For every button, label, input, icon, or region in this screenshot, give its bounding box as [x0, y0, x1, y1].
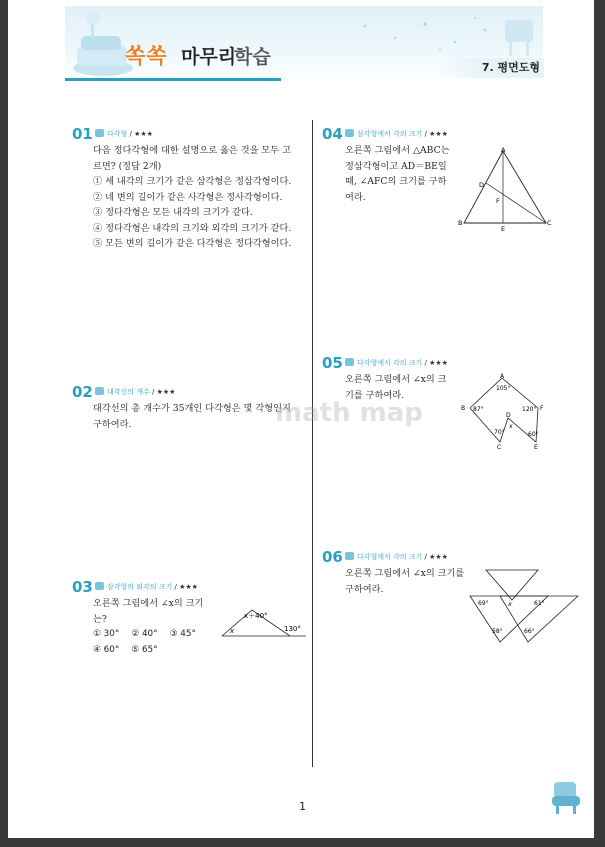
- text-line: 는?: [93, 613, 107, 625]
- question-tag: 다각형에서 각의 크기 / ★★★: [345, 552, 448, 562]
- text-line: 대각선의 총 개수가 35개인 다각형은 몇 각형인지: [93, 403, 291, 414]
- angle-label: 61°: [534, 600, 545, 607]
- text-line: 때, ∠AFC의 크기를 구하: [345, 176, 447, 187]
- header-title-tail: 학습: [234, 46, 271, 68]
- text-line: 여라.: [345, 191, 366, 203]
- choice: ③ 정다각형은 모든 내각의 크기가 같다.: [93, 207, 253, 218]
- angle-label: 130°: [284, 625, 301, 633]
- choice: ④ 정다각형은 내각의 크기와 외각의 크기가 같다.: [93, 222, 292, 234]
- question-tag: 삼각형에서 각의 크기 / ★★★: [345, 129, 448, 139]
- difficulty-stars: ★★★: [179, 583, 198, 591]
- text-line: 기를 구하여라.: [345, 389, 405, 401]
- angle-label: 120°: [522, 406, 537, 413]
- text-line: 르면? (정답 2개): [93, 160, 162, 172]
- watermark: math map: [275, 398, 423, 428]
- choice: ② 40°: [131, 629, 158, 639]
- angle-label: x＋40°: [244, 612, 268, 620]
- difficulty-stars: ★★★: [156, 388, 176, 396]
- tag-icon: [95, 582, 104, 590]
- q6-figure: [468, 568, 580, 648]
- point-label: B: [461, 405, 466, 412]
- choices: [93, 627, 233, 658]
- angle-label: x: [508, 600, 512, 608]
- choice: ⑤ 모든 변의 길이가 같은 다각형은 정다각형이다.: [93, 238, 292, 249]
- choice: ⑤ 65°: [131, 644, 158, 655]
- question-body: [93, 143, 308, 252]
- tag-icon: [345, 552, 354, 560]
- question-tag: 삼각형의 외각의 크기 / ★★★: [95, 582, 198, 592]
- question-number: 05: [322, 354, 343, 372]
- difficulty-stars: ★★★: [134, 130, 153, 138]
- point-label: B: [458, 219, 463, 227]
- angle-label: 87°: [473, 406, 484, 413]
- triangle: [486, 570, 538, 600]
- tag-icon: [95, 387, 104, 395]
- tag-icon: [345, 129, 354, 137]
- angle-label: 70°: [494, 429, 505, 436]
- question-number: 01: [72, 125, 93, 143]
- question-number: 04: [322, 125, 343, 143]
- topic-label: 대각선의 개수: [107, 388, 150, 396]
- text-line: 다음 정다각형에 대한 설명으로 옳은 것을 모두 고: [93, 145, 291, 156]
- tag-icon: [345, 358, 354, 366]
- question-number: 06: [322, 548, 343, 566]
- chapter-label: 7. 평면도형: [440, 58, 544, 78]
- text-line: 오른쪽 그림에서 ∠x의 크기를: [345, 568, 465, 579]
- point-label: D: [479, 181, 485, 189]
- point-label: E: [534, 444, 538, 451]
- text-line: 오른쪽 그림에서 ∠x의 크기: [93, 598, 204, 609]
- header-title-highlight: 쏙쏙: [125, 44, 168, 68]
- question-number: 03: [72, 578, 93, 596]
- point-label: C: [547, 219, 552, 227]
- point-label: D: [506, 412, 511, 419]
- text-line: 오른쪽 그림에서 ∠x의 크: [345, 374, 447, 385]
- q5-figure: [458, 372, 553, 452]
- page-number: 1: [299, 800, 306, 813]
- chair-footer-icon: [548, 778, 584, 816]
- q3-figure: [218, 602, 308, 642]
- choices-row: [93, 643, 233, 659]
- choices-row: [93, 627, 233, 643]
- question-tag: 다각형에서 각의 크기 / ★★★: [345, 358, 448, 368]
- question-body: [93, 596, 223, 627]
- angle-label: 60°: [528, 431, 539, 438]
- tag-icon: [95, 129, 104, 137]
- question-tag: 대각선의 개수 / ★★★: [95, 387, 175, 397]
- q4-figure: [458, 145, 553, 233]
- angle-label: 66°: [524, 628, 535, 635]
- angle-label: x: [509, 423, 513, 430]
- point-label: F: [540, 405, 544, 412]
- chair-illustration: [505, 20, 533, 56]
- angle-label: 105°: [496, 385, 511, 392]
- column-divider: [312, 120, 313, 767]
- sofa-illustration: [73, 11, 133, 76]
- angle-label: x: [230, 627, 235, 635]
- point-label: A: [500, 373, 505, 380]
- choice: ③ 45°: [169, 629, 196, 639]
- header-underline: [65, 78, 281, 81]
- question-tag: 다각형 / ★★★: [95, 129, 153, 139]
- question-body: [345, 566, 475, 597]
- question-body: [345, 143, 463, 205]
- difficulty-stars: ★★★: [429, 553, 448, 561]
- topic-label: 삼각형에서 각의 크기: [357, 130, 423, 138]
- topic-label: 다각형에서 각의 크기: [357, 359, 423, 367]
- segment-dc: [486, 183, 546, 223]
- point-label: C: [497, 444, 502, 451]
- question-number: 02: [72, 383, 93, 401]
- topic-label: 삼각형의 외각의 크기: [107, 583, 173, 591]
- choice: ① 30°: [93, 629, 120, 639]
- difficulty-stars: ★★★: [429, 130, 448, 138]
- point-label: E: [501, 225, 506, 233]
- point-label: A: [501, 146, 506, 154]
- topic-label: 다각형: [107, 130, 128, 138]
- text-line: 오른쪽 그림에서 △ABC는: [345, 145, 450, 156]
- choice: ① 세 내각의 크기가 같은 삼각형은 정삼각형이다.: [93, 176, 292, 187]
- angle-label: 69°: [478, 600, 489, 607]
- stars-decoration: [364, 17, 512, 51]
- text-line: 구하여라.: [93, 418, 132, 430]
- difficulty-stars: ★★★: [429, 359, 448, 367]
- topic-label: 다각형에서 각의 크기: [357, 553, 423, 561]
- text-line: 정삼각형이고 AD＝BE일: [345, 160, 447, 172]
- choice: ④ 60°: [93, 644, 120, 655]
- angle-label: 58°: [492, 628, 503, 635]
- choice: ② 네 변의 길이가 같은 사각형은 정사각형이다.: [93, 191, 283, 203]
- text-line: 구하여라.: [345, 583, 384, 595]
- header-title-main: 마무리: [181, 46, 237, 68]
- point-label: F: [496, 197, 500, 205]
- triangle-abc: [464, 151, 546, 223]
